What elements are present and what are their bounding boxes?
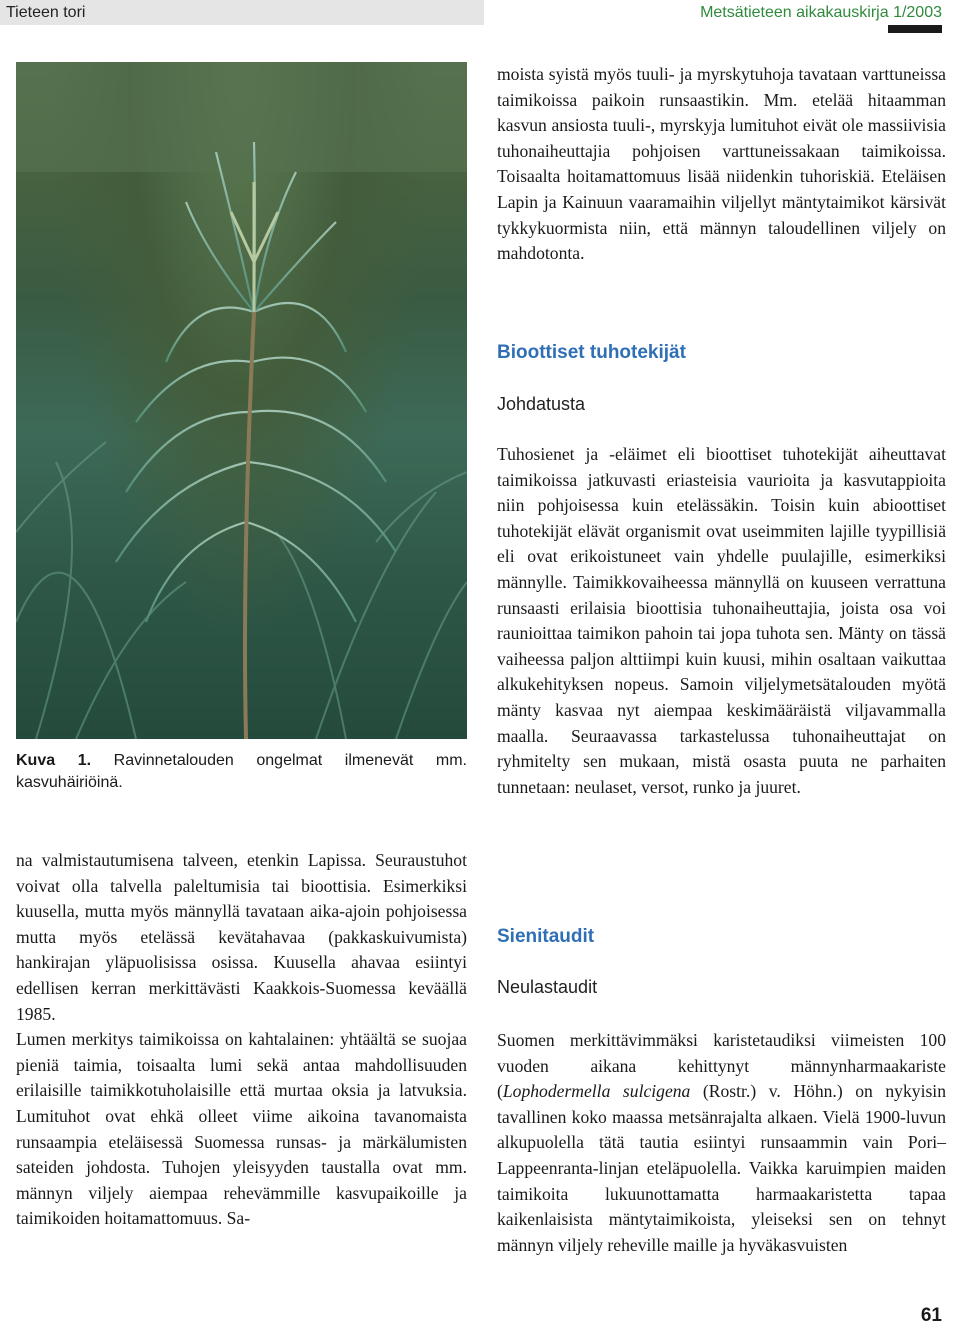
section-heading-bioottiset: Bioottiset tuhotekijät [497,342,686,363]
right-column-bottom-text [497,1028,946,1258]
header-bar [888,25,942,33]
pine-illustration [16,62,467,739]
caption-label: Kuva 1. [16,752,92,769]
subheading-neulastaudit: Neulastaudit [497,977,598,997]
right-column-mid-text [497,442,946,800]
text-span: (Rostr.) v. Höhn.) on nykyisin tavallinen koko maassa metsänrajalta alkaen. Vielä 1900-luvun alkupuolella tätä tautia esiintyi runsaammin vain Pori–Lappeenranta-linjan eteläpuolella. Vaikka karuimpien maiden taimikoita lukuunottamatta harmaakaristetta tapaa kaikenlaisista mäntytaimikoista, yleiseksi sen on tehnyt männyn viljely reheville maille ja hyväkasvuisten [497,1081,946,1255]
left-column-text [16,848,467,1232]
paragraph: na valmistautumisena talveen, etenkin Lapissa. Seuraustuhot voivat olla talvella paleltumisia tai bioottisia. Esimerkiksi kuusella, mutta myös männyllä tavataan aika-ajoin pohjoisessa mutta myös etelässä kevätahavaa (pakkaskuivumista) hankirajan yläpuolisissa osissa. Kuusella ahavaa esiintyi edellisen kerran merkittävästi Kaakkois-Suomessa keväällä 1985. [16,850,467,1024]
pine-seedling-photo [16,62,467,739]
species-name: Lophodermella sulcigena [502,1081,691,1102]
journal-title: Metsätieteen aikakauskirja 1/2003 [700,4,942,21]
right-column-top-text [497,62,946,267]
paragraph: Tuhosienet ja -eläimet eli bioottiset tuhotekijät aiheuttavat taimikoissa jatkuvasti eriasteisia vaurioita ja kasvutappioita niin pohjoisessa kuin etelässäkin. Toisin kuin abioottiset tuhotekijät elävät organismit ovat useimmiten lajille tyypillisiä eli ovat erikoistuneet vain yhdelle puulajille, esimerkiksi männylle. Taimikkovaiheessa männyllä on kuuseen verrattuna runsaasti erilaisia bioottisia tuhonaiheuttajia, joista osa voi raunioittaa taimikon pahoin tai jopa tuhota sen. Mänty on tässä vaiheessa paljon alttiimpi kuin kuusi, mihin osaltaan vaikuttaa alkukehityksen nopeus. Samoin viljelymetsätalouden myötä mänty kasvaa nyt aiempaa keskimääräistä viljavammalla maalla. Seuraavassa tarkastelussa tuhonaiheuttajat on ryhmitelty sen mukaan, mistä osasta puuta ne parhaiten tunnetaan: neulaset, versot, runko ja juuret. [497,444,946,797]
paragraph: moista syistä myös tuuli- ja myrskytuhoja tavataan varttuneissa taimikoissa paikoin runsaastikin. Mm. etelää hitaamman kasvun ansiosta tuuli-, myrskyja lumituhot eivät ole massiivisia tuhonaiheuttajia pohjoisen varttuneissakaan taimikoissa. Toisaalta hoitamattomuus lisää niidenkin tuhoriskiä. Eteläisen Lapin ja Kainuun vaaramaihin viljellyt mäntytaimikot kärsivät tykkykuormista niin, että männyn taloudellinen viljely on mahdotonta. [497,64,946,264]
caption-text: Ravinnetalouden ongelmat ilmenevät mm. kasvuhäiriöinä. [16,752,467,791]
page-number: 61 [920,1305,942,1326]
subheading-johdatusta: Johdatusta [497,394,586,414]
paragraph: Lumen merkitys taimikoissa on kahtalainen: yhtäältä se suojaa pieniä taimia, toisaalta lumi sekä antaa mahdollisuuden erilaisille taimikkotuholaisille että murtaa oksia ja latvuksia. Lumituhot ovat ehkä olleet viime aikoina tavanomaista runsaampia eteläisessä Suomessa runsas- ja märkälumisten sateiden johdosta. Tuhojen yleisyyden taustalla ovat mm. männyn viljely aiempaa rehevämmille kasvupaikoille ja taimikoiden hoitamattomuus. Sa- [16,1029,467,1229]
section-heading-sienitaudit: Sienitaudit [497,926,595,947]
running-header-section [0,0,484,25]
text-span: Suomen merkittävimmäksi karistetaudiksi viimeisten 100 vuoden aikana kehittynyt männynharmaakariste ( [497,1030,946,1102]
paragraph [497,1028,946,1258]
figure-caption [16,750,467,794]
section-label: Tieteen tori [6,4,86,21]
